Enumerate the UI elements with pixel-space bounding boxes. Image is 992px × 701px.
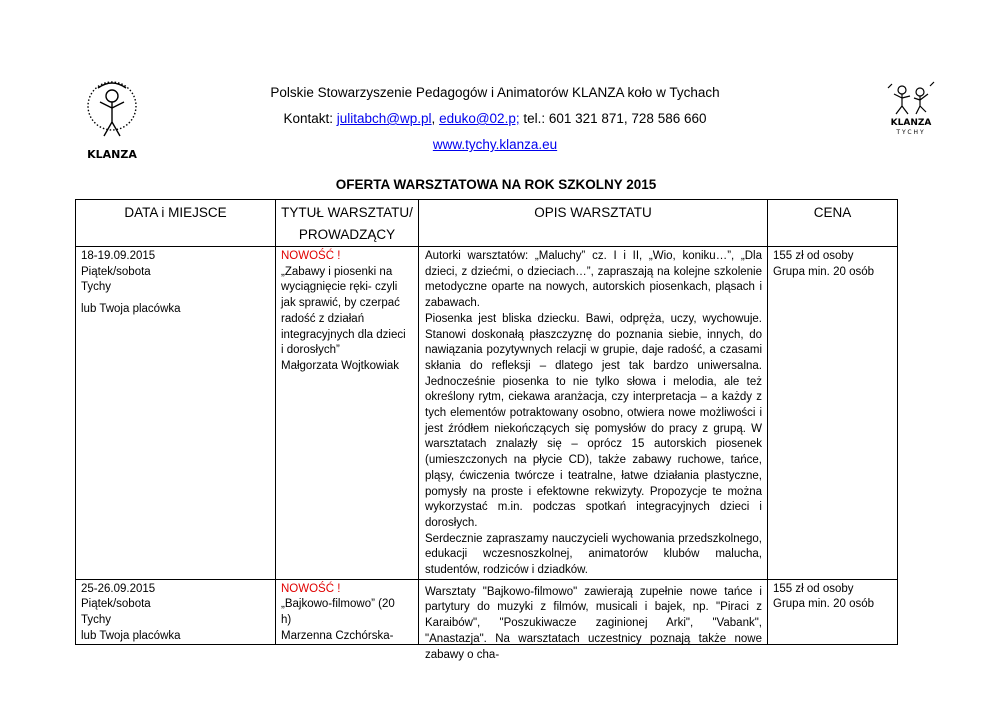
logo-left-text: KLANZA (87, 148, 137, 161)
row2-group: Grupa min. 20 osób (773, 598, 875, 611)
row1-workshop-cell (276, 247, 419, 580)
row1-place: lub Twoja placówka (81, 303, 181, 316)
phone-numbers: tel.: 601 321 871, 728 586 660 (519, 111, 707, 126)
row1-title-line: jak sprawić, by czerpać (281, 297, 400, 310)
klanza-logo-left (78, 76, 146, 164)
row1-price-cell (768, 247, 898, 580)
row1-description-cell (419, 247, 768, 580)
contact-prefix: Kontakt: (283, 111, 337, 126)
separator: , (431, 111, 440, 126)
row2-workshop-cell (276, 579, 419, 644)
table-row (76, 247, 898, 580)
header-description: OPIS WARSZTATU (419, 200, 768, 247)
row2-desc-paragraph: Warsztaty "Bajkowo-filmowo" zawierają zupełnie nowe tańce i partytury do muzyki z filmów, musicali i bajek, np. "Piraci z Karaibów", "Poszukiwacze zaginionej Arki", "Vabank", "Anastazja". Na warsztatach uczestnicy poznają także nowe zabawy o cha- (425, 585, 762, 661)
row2-place: lub Twoja placówka (81, 629, 181, 642)
row1-title-line: integracyjnych dla dzieci (281, 328, 406, 341)
row2-price-cell (768, 579, 898, 644)
row2-title-line: h) (281, 614, 292, 627)
header-price: CENA (768, 200, 898, 247)
row1-price: 155 zł od osoby (773, 250, 854, 262)
row1-desc-paragraph: Serdecznie zapraszamy nauczycieli wychowania przedszkolnego, edukacji wczesnoszkolnej, animatorów klubów malucha, studentów, rodziców i dziadków. (425, 532, 762, 577)
row1-desc-paragraph: Autorki warsztatów: „Maluchy” cz. I i II, „Wio, koniku…”, „Dla dzieci, z dziećmi, o dzieciach…”, zapraszają na kolejne szkolenie metodyczne oparte na nowych, autorskich piosenkach, pląsach i zabawach. (425, 250, 762, 310)
workshop-table (75, 199, 898, 661)
row1-title-line: wyciągnięcie ręki- czyli (281, 281, 398, 294)
table-row (76, 579, 898, 644)
row2-days: Piątek/sobota (81, 598, 151, 611)
header-title-line2: PROWADZĄCY (298, 227, 396, 242)
header-title (276, 200, 419, 247)
website-link[interactable]: www.tychy.klanza.eu (432, 137, 558, 152)
row2-city: Tychy (81, 614, 112, 627)
logo-right-subtext: TYCHY (896, 129, 926, 136)
row1-group: Grupa min. 20 osób (773, 265, 875, 278)
row1-date-cell (76, 247, 276, 580)
row1-desc-paragraph: Piosenka jest bliska dziecku. Bawi, odpręża, uczy, wychowuje. Stanowi doskonałą płaszczyznę do poznania siebie, innych, do nawiązania pozytywnych relacji w grupie, daje radość, a czasami skłania do refleksji – dlatego jest tak bardzo uniwersalna. Jednocześnie piosenka to nie tylko słowa i melodia, ale też określony rytm, ciekawa aranżacja, czy interpretacja – a każdy z tych elementów potraktowany osobno, otwiera nowe możliwości i jest źródłem niekończących się pomysłów do pracy z grupą. W warsztatach znalazły się – oprócz 15 autorskich piosenek (umieszczonych na płycie CD), także zabawy ruchowe, tańce, pląsy, ćwiczenia twórcze i teatralne, łatwe działania plastyczne, pomysły na proste i efektowne rekwizyty. Propozycje te można wykorzystać m.in. podczas spotkań integracyjnych dzieci i dorosłych. (425, 312, 762, 529)
row2-new-badge: NOWOŚĆ ! (281, 582, 341, 595)
email-link-2[interactable]: eduko@02.p; (439, 111, 520, 126)
row1-title-line: „Zabawy i piosenki na (281, 265, 393, 278)
row2-date-cell (76, 579, 276, 644)
row2-instructor: Marzenna Czchórska- (281, 629, 394, 642)
table-header-row (76, 200, 898, 247)
contact-line (190, 111, 800, 126)
row2-date: 25-26.09.2015 (81, 582, 156, 595)
row2-price: 155 zł od osoby (773, 582, 854, 595)
row1-days: Piątek/sobota (81, 265, 151, 278)
row1-date: 18-19.09.2015 (81, 250, 156, 262)
row1-title-line: i dorosłych” (281, 344, 340, 357)
row1-city: Tychy (81, 281, 112, 294)
header-date: DATA i MIEJSCE (76, 200, 276, 247)
logo-right-text: KLANZA (890, 118, 932, 128)
email-link-1[interactable]: julitabch@wp.pl (336, 111, 432, 126)
row2-description-cell (419, 579, 768, 661)
row1-instructor: Małgorzata Wojtkowiak (281, 359, 400, 372)
organization-line: Polskie Stowarzyszenie Pedagogów i Animatorów KLANZA koło w Tychach (270, 85, 720, 100)
row1-new-badge: NOWOŚĆ ! (281, 250, 341, 262)
row1-title-line: radość z działań (281, 312, 365, 325)
header-title-line1: TYTUŁ WARSZTATU/ (281, 205, 413, 220)
klanza-logo-right (880, 80, 942, 136)
row2-title-line: „Bajkowo-filmowo” (20 (281, 598, 395, 611)
document-title: OFERTA WARSZTATOWA NA ROK SZKOLNY 2015 (335, 177, 657, 192)
website-line (190, 137, 800, 152)
